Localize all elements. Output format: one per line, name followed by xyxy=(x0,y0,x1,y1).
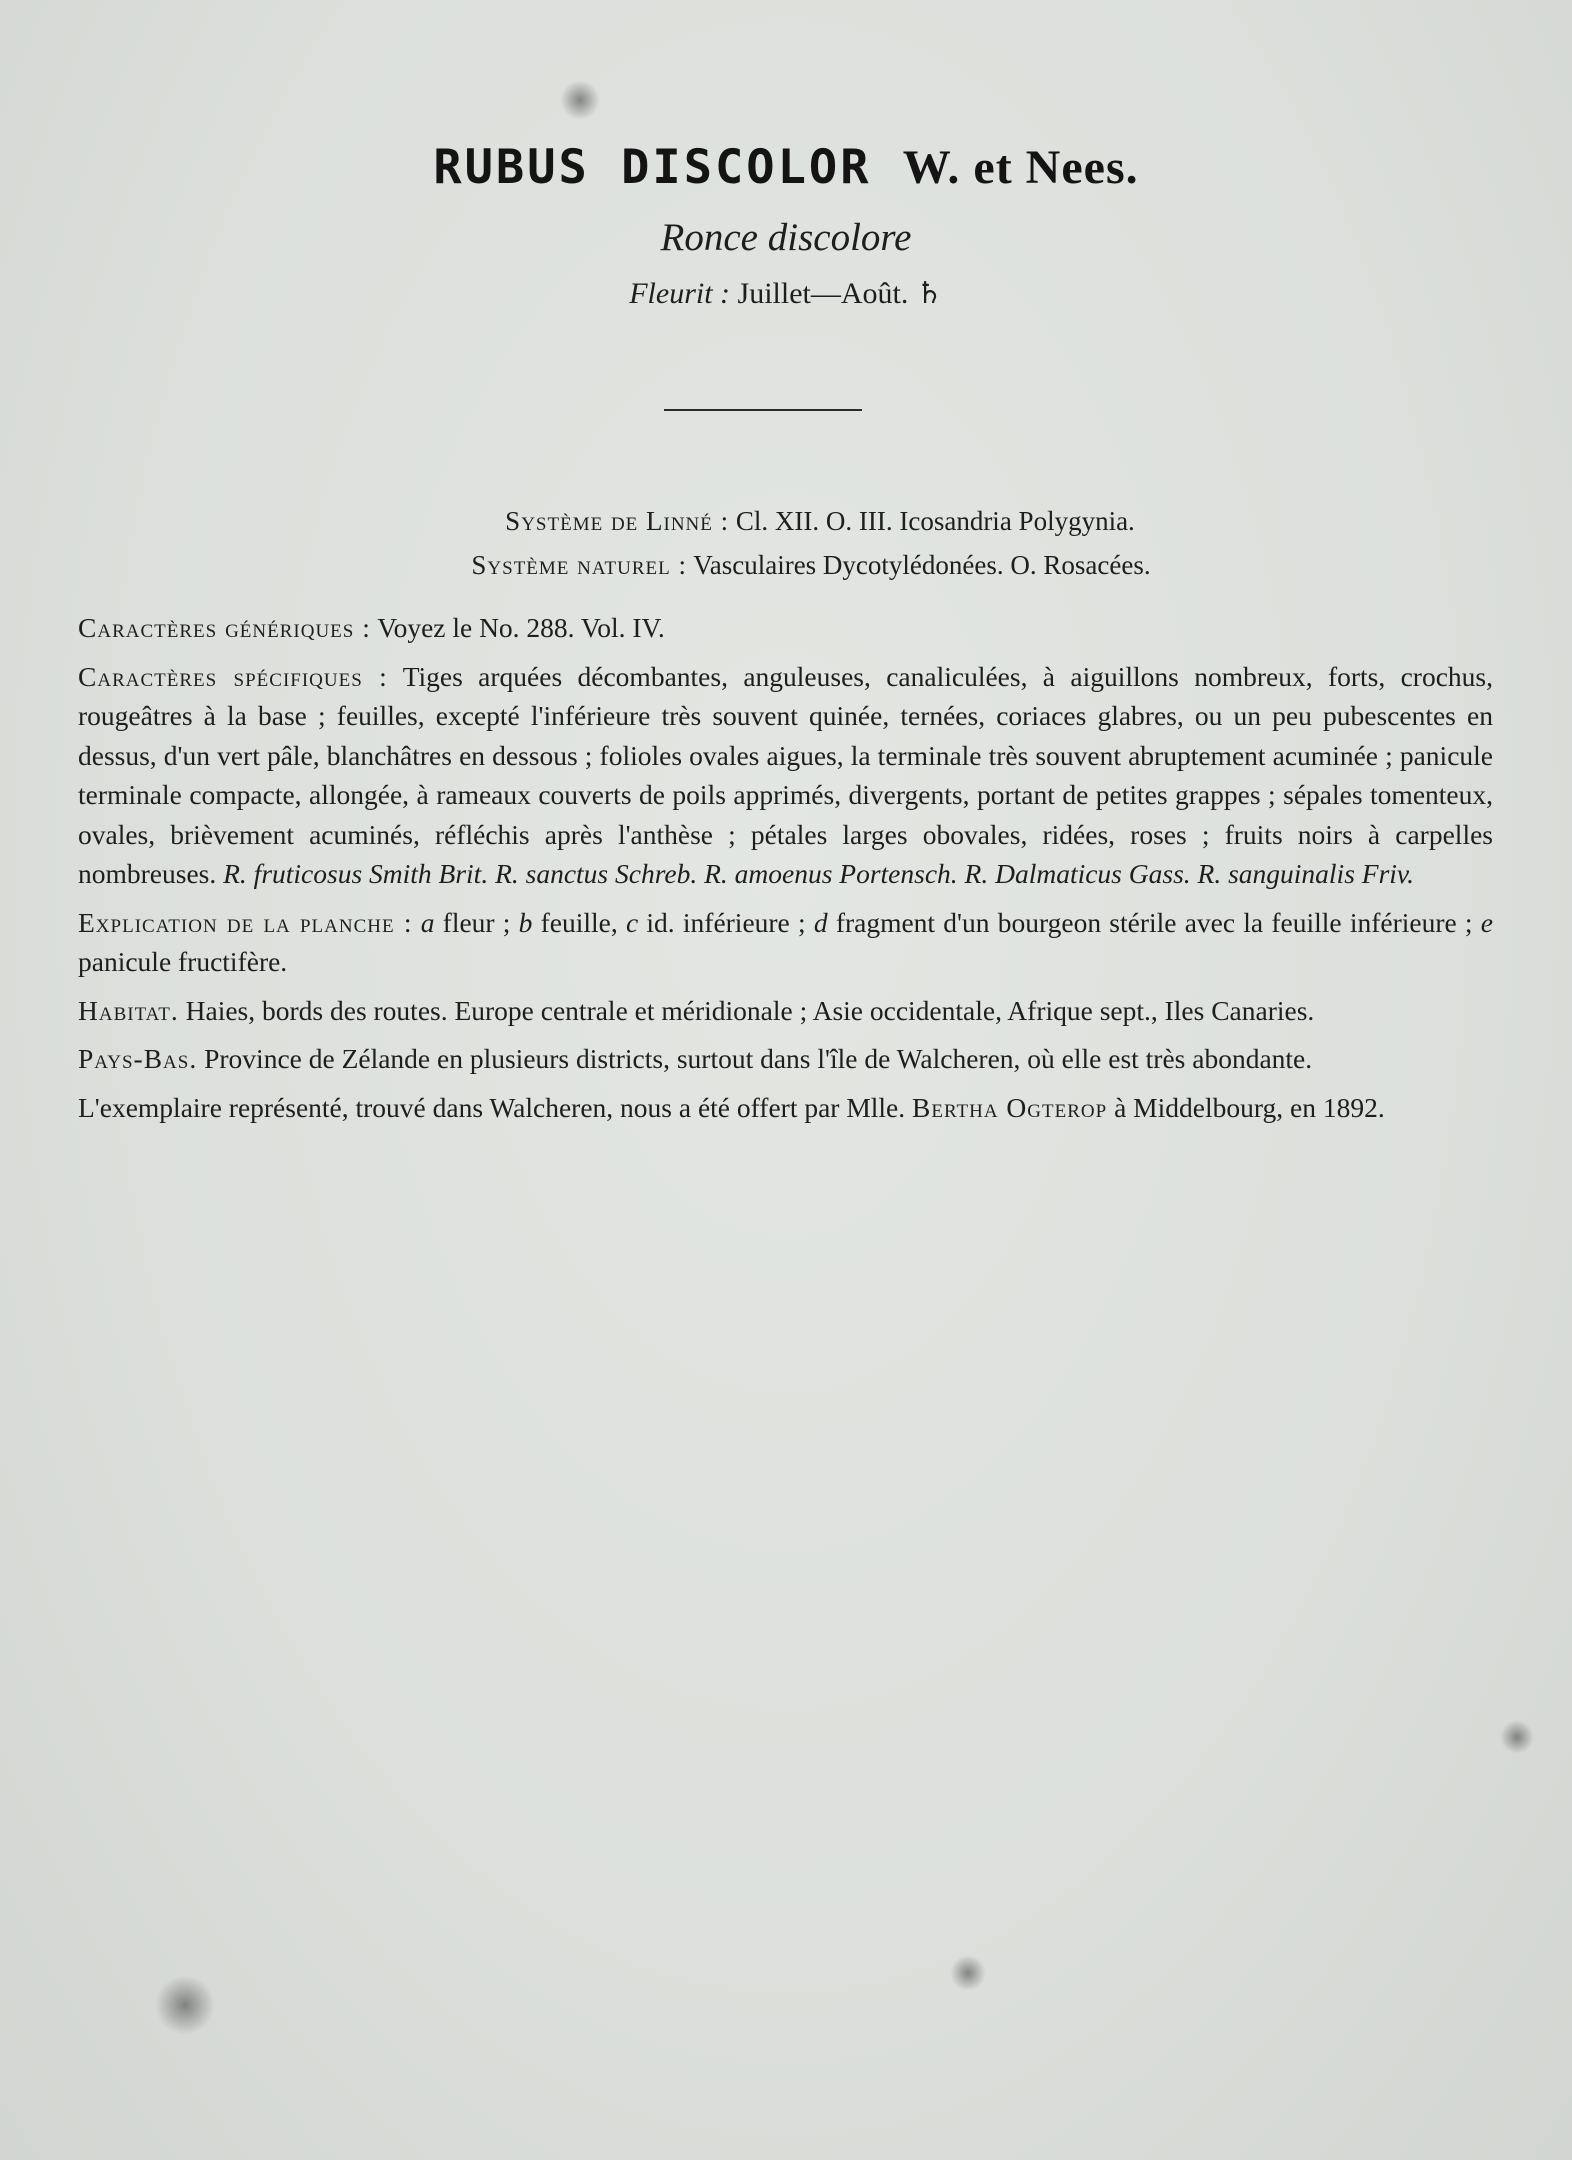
figure-letter-e: e xyxy=(1480,906,1493,938)
natural-system-line xyxy=(25,550,1572,581)
generic-characters-label: Caractères génériques : xyxy=(78,612,371,643)
paper-stain xyxy=(155,1975,215,2035)
figure-letter-b: b xyxy=(518,906,533,938)
netherlands-label: Pays-Bas. xyxy=(78,1043,198,1074)
figure-a-text: fleur ; xyxy=(442,906,511,938)
donor-title: Mlle. xyxy=(846,1091,906,1123)
netherlands-distribution xyxy=(78,1039,1493,1079)
synonyms: R. fruticosus Smith Brit. R. sanctus Schreb. R. amoenus Portensch. R. Dalmaticus Gass. R. sanguinalis Friv. xyxy=(223,858,1414,889)
linne-system-label: Système de Linné : xyxy=(505,506,730,536)
natural-system-label: Système naturel : xyxy=(471,550,687,580)
habitat-label: Habitat. xyxy=(78,994,179,1026)
figure-c-text: id. inférieure ; xyxy=(646,906,806,938)
page-title xyxy=(0,140,1572,195)
title-divider xyxy=(664,409,862,411)
paper-stain xyxy=(950,1955,986,1991)
flowering-label: Fleurit : xyxy=(629,277,731,310)
generic-characters-value: Voyez le No. 288. Vol. IV. xyxy=(377,612,665,643)
figure-d-text: fragment d'un bourgeon stérile avec la feuille inférieure ; xyxy=(835,906,1473,938)
species-author: W. et Nees. xyxy=(902,141,1139,194)
specimen-text-after: à Middelbourg, en 1892. xyxy=(1114,1091,1385,1123)
plate-explanation-label: Explication de la planche : xyxy=(78,906,413,938)
specimen-note xyxy=(78,1088,1493,1128)
figure-letter-c: c xyxy=(625,906,639,938)
generic-characters xyxy=(78,608,1493,648)
specimen-text-before: L'exemplaire représenté, trouvé dans Walcheren, nous a été offert par xyxy=(78,1091,840,1123)
netherlands-text: Province de Zélande en plusieurs districts, surtout dans l'île de Walcheren, où elle est très abondante. xyxy=(204,1043,1313,1074)
description-body xyxy=(78,608,1493,1136)
specific-characters xyxy=(78,657,1493,894)
saturn-symbol-icon: ♄ xyxy=(915,277,943,310)
plate-explanation xyxy=(78,903,1493,982)
habitat xyxy=(78,991,1493,1031)
habitat-text: Haies, bords des routes. Europe centrale et méridionale ; Asie occidentale, Afrique sept., Iles Canaries. xyxy=(185,994,1315,1026)
species-name: RUBUS DISCOLOR xyxy=(433,140,872,195)
paper-stain xyxy=(560,80,600,120)
specific-characters-text: Tiges arquées décombantes, anguleuses, canaliculées, à aiguillons nombreux, forts, crochus, rougeâtres à la base ; feuilles, excepté l'inférieure très souvent quinée, ternées, coriaces glabres, ou un peu pubescentes en dessus, d'un vert pâle, blanchâtres en dessous ; folioles ovales aigues, la terminale très souvent abruptement acuminée ; panicule terminale compacte, allongée, à rameaux couverts de poils apprimés, divergents, portant de petites grappes ; sépales tomenteux, ovales, brièvement acuminés, réfléchis après l'anthèse ; pétales larges obovales, ridées, roses ; fruits noirs à carpelles nombreuses. xyxy=(78,660,1493,889)
figure-letter-a: a xyxy=(420,906,435,938)
paper-stain xyxy=(1500,1720,1534,1754)
specific-characters-label: Caractères spécifiques : xyxy=(78,660,388,692)
linne-system-line xyxy=(34,506,1572,537)
donor-name: Bertha Ogterop xyxy=(912,1091,1108,1123)
common-name: Ronce discolore xyxy=(660,216,912,259)
figure-b-text: feuille, xyxy=(540,906,618,938)
figure-letter-d: d xyxy=(813,906,828,938)
linne-system-value: Cl. XII. O. III. Icosandria Polygynia. xyxy=(735,506,1135,536)
figure-e-text: panicule fructifère. xyxy=(78,946,288,977)
flowering-value: Juillet—Août. xyxy=(737,277,909,310)
natural-system-value: Vasculaires Dycotylédonées. O. Rosacées. xyxy=(693,550,1151,580)
flowering-line xyxy=(0,276,1572,311)
